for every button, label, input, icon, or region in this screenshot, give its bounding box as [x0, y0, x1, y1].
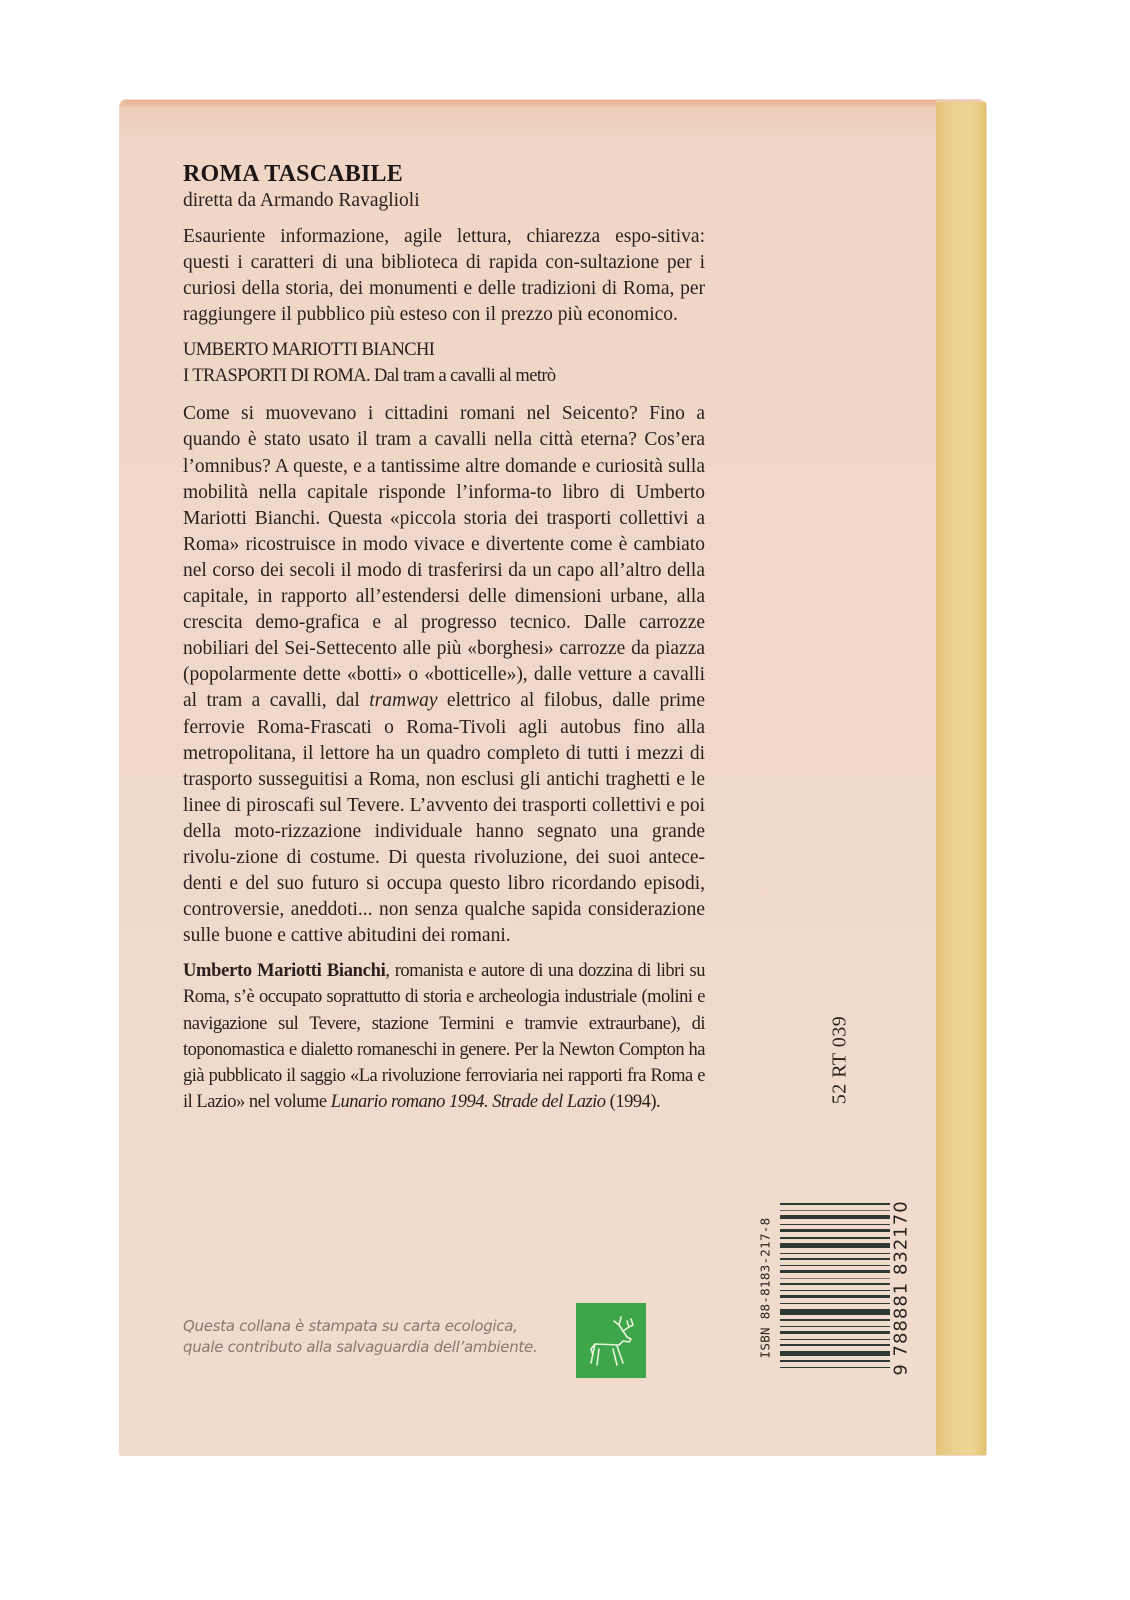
description-text-cont: elettrico al filobus, dalle prime ferrovie Roma-Frascati o Roma-Tivoli agli autobus fino alla metropolitana, il lettore ha un quadro completo di tutti i mezzi di trasporto susseguitisi a Roma, non esclusi gli antichi traghetti e le linee di piroscafi sul Tevere. L’avvento dei trasporti collettivi e poi della moto-rizzazione individuale hanno segnato una grande rivolu-zione di costume. Di questa rivoluzione, dei suoi antece-denti e del suo futuro si occupa questo libro ricordando episodi, controversie, aneddoti... non senza qualche sapida considerazione sulle buone e cattive abitudini dei romani.: [183, 690, 705, 947]
author-bio-volume: Lunario romano 1994. Strade del Lazio: [330, 1091, 606, 1112]
series-intro: Esauriente informazione, agile lettura, chiarezza espo-sitiva: questi i caratteri di una biblioteca di rapida con-sultazione per i curiosi della storia, dei monumenti e delle tradizioni di Roma, per raggiungere il pubblico più esteso con il prezzo più economico.: [183, 226, 705, 326]
description-text: Come si muovevano i cittadini romani nel Seicento? Fino a quando è stato usato il tram a cavalli nella città eterna? Cos’era l’omnibus? A queste, e a tantissime altre domande e curiosità sulla mobilità nella capitale risponde l’informa-to libro di Umberto Mariotti Bianchi. Questa «piccola storia dei trasporti collettivi a Roma» ricostruisce in modo vivace e divertente come è cambiato nel corso dei secoli il modo di trasferirsi da un capo all’altro della capitale, in rapporto all’estendersi delle dimensioni urbane, alla crescita demo-grafica e al progresso tecnico. Dalle carrozze nobiliari del Sei-Settecento alle più «borghesi» carrozze da piazza (popolarmente dette «botti» o «botticelle»), dalle vetture a cavalli al tram a cavalli, dal: [183, 403, 705, 712]
book-back-cover: [120, 100, 986, 1455]
catalog-code: [820, 1005, 860, 1115]
author-bio-name: Umberto Mariotti Bianchi: [183, 961, 386, 982]
cover-text: [183, 160, 705, 1115]
author-bio-text: , romanista e autore di una dozzina di libri su Roma, s’è occupato soprattutto di storia e archeologia industriale (molini e navigazione sul Tevere, stazione Termini e tramvie extraurbane), di toponomastica e dialetto romaneschi in genere. Per la Newton Compton ha già pubblicato il saggio «La rivoluzione ferroviaria nei rapporti fra Roma e il Lazio» nel volume: [183, 961, 706, 1112]
isbn-label: [755, 1195, 775, 1380]
isbn-barcode: [755, 1195, 912, 1380]
barcode-bars: [780, 1203, 890, 1368]
author-bio: [183, 958, 705, 1115]
eco-note-line1: Questa collana è stampata su carta ecologica,: [183, 1317, 518, 1335]
description-italic: tramway: [369, 690, 438, 712]
barcode-number-text: 9 788881 832170: [890, 1199, 912, 1376]
eco-note-line2: quale contributo alla salvaguardia dell’ambiente.: [183, 1338, 538, 1356]
eco-note: [183, 1316, 563, 1358]
book-description: [183, 401, 705, 949]
cover-top-edge: [120, 100, 936, 108]
book-author: UMBERTO MARIOTTI BIANCHI: [183, 340, 435, 361]
reindeer-icon: [583, 1311, 639, 1371]
catalog-code-text: 52 RT 039: [828, 1015, 851, 1105]
eco-logo: [576, 1303, 646, 1378]
book-title: I TRASPORTI DI ROMA. Dal tram a cavalli al metrò: [183, 366, 556, 387]
author-bio-year: (1994).: [605, 1091, 661, 1112]
barcode-number: [891, 1195, 911, 1380]
series-editor: diretta da Armando Ravaglioli: [183, 190, 420, 211]
spine-edge: [936, 102, 986, 1455]
book-heading: [183, 337, 705, 389]
isbn-text: ISBN 88-8183-217-8: [757, 1217, 773, 1358]
series-title: ROMA TASCABILE: [183, 161, 403, 187]
